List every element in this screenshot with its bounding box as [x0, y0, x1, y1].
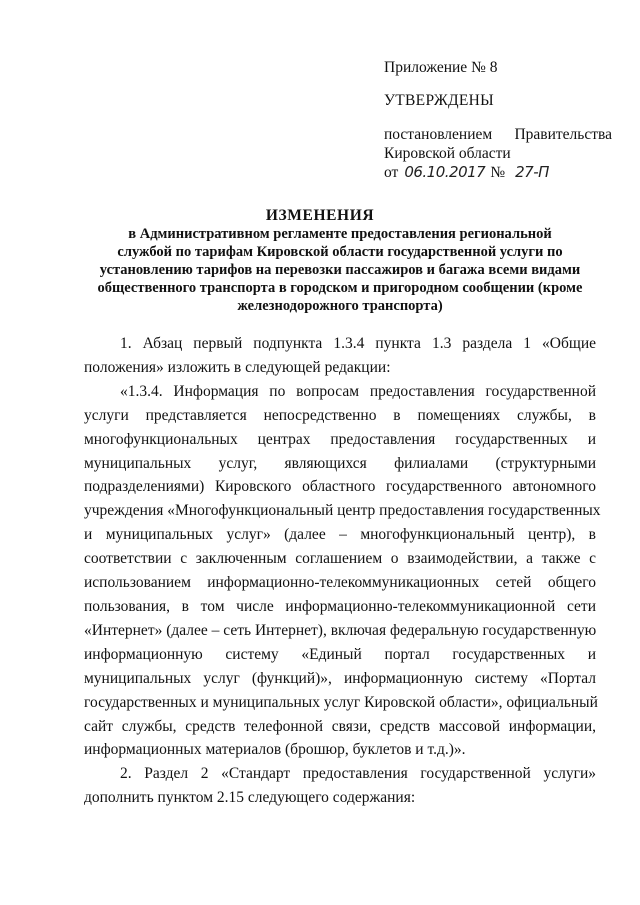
text-line: соответствии с заключенным соглашением о взаимодействии, а также с [84, 550, 596, 568]
paragraph-2 [84, 380, 601, 763]
text-line: информационную систему «Единый портал государственных и [84, 645, 596, 663]
text-line: «1.3.4. Информация по вопросам предоставления государственной [120, 382, 596, 400]
decree-line-1 [384, 125, 612, 144]
text-line: многофункциональных центрах предоставления государственных и [84, 430, 596, 448]
approved-label: УТВЕРЖДЕНЫ [384, 92, 494, 109]
text-line: государственных и муниципальных услуг Кировской области», официальный [84, 693, 598, 711]
text-line: сайт службы, средств телефонной связи, средств массовой информации, [84, 717, 596, 735]
text-line: 1. Абзац первый подпункта 1.3.4 пункта 1.3 раздела 1 «Общие [120, 335, 596, 352]
subtitle-line: железнодорожного транспорта) [237, 298, 443, 314]
text-line: 2. Раздел 2 «Стандарт предоставления государственной услуги» [120, 765, 596, 783]
text-line: муниципальных услуг (функций)», информационную систему «Портал [84, 669, 596, 687]
text-line: пользования, в том числе информационно-телекоммуникационной сети [84, 597, 596, 615]
decree-word: постановлением [384, 126, 493, 143]
number-label: № [490, 164, 506, 181]
approval-block [384, 58, 614, 182]
paragraph-1 [84, 332, 596, 380]
date-number-row [384, 163, 614, 182]
subtitle-line: в Административном регламенте предоставления региональной [128, 226, 552, 242]
text-line: и муниципальных услуг» (далее – многофункциональный центр), в [84, 526, 596, 544]
subtitle-line: общественного транспорта в городском и пригородном сообщении (кроме [97, 280, 583, 296]
handwritten-date: 06.10.2017 [404, 163, 486, 181]
text-line: услуги представляется непосредственно в помещениях службы, в [84, 406, 596, 424]
text-line: положения» изложить в следующей редакции: [84, 358, 391, 376]
text-line: использованием информационно-телекоммуникационных сетей общего [84, 574, 596, 592]
text-line: информационных материалов (брошюр, буклетов и т.д.)». [84, 741, 466, 759]
document-body [84, 332, 601, 810]
document-title: ИЗМЕНЕНИЯ [265, 207, 375, 224]
text-line: учреждения «Многофункциональный центр предоставления государственных [84, 502, 601, 520]
text-line: «Интернет» (далее – сеть Интернет), включая федеральную государственную [84, 621, 597, 639]
text-line: дополнить пунктом 2.15 следующего содержания: [84, 789, 416, 807]
date-label: от [384, 164, 399, 181]
decree-line-2: Кировской области [384, 145, 511, 162]
text-line: муниципальных услуг, являющихся филиалами (структурными [84, 454, 596, 472]
government-word: Правительства [514, 126, 612, 143]
appendix-label: Приложение № 8 [384, 59, 498, 76]
subtitle-line: установлению тарифов на перевозки пассажиров и багажа всеми видами [99, 262, 581, 278]
document-subtitle [84, 225, 596, 315]
paragraph-3 [84, 762, 596, 810]
handwritten-number: 27-П [515, 163, 549, 181]
subtitle-line: службой по тарифам Кировской области государственной услуги по [117, 244, 563, 260]
text-line: подразделениями) Кировского областного государственного автономного [84, 478, 596, 496]
